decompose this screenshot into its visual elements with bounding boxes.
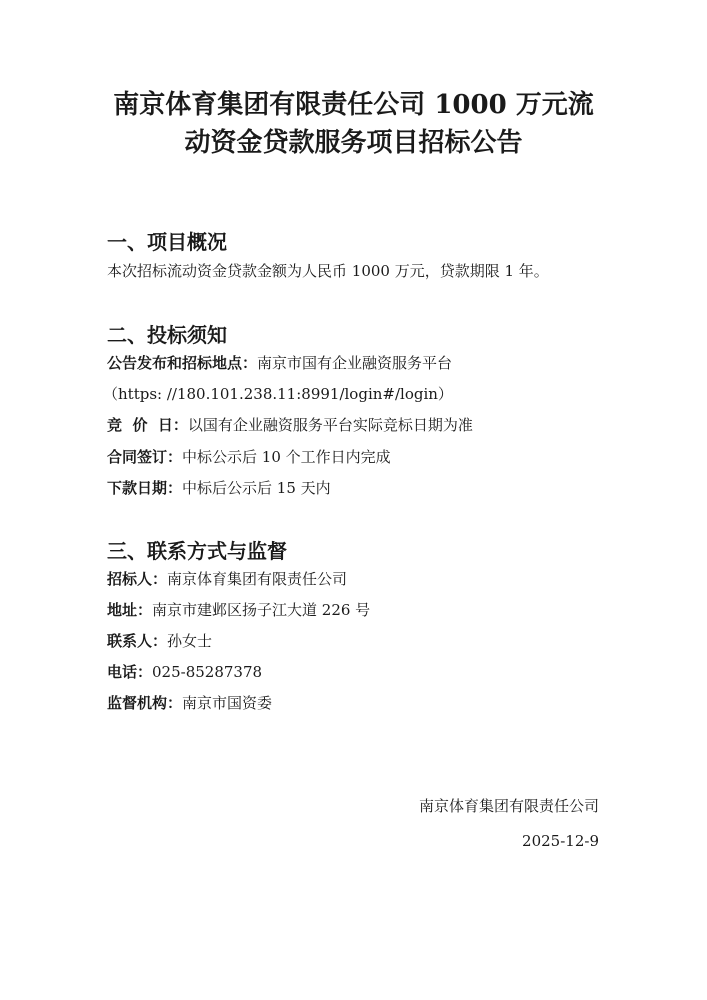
venue-line: [107, 352, 452, 374]
phone-line: [107, 661, 262, 683]
bid-day-line: [107, 414, 473, 436]
address-line: [107, 599, 370, 621]
address-value: 南京市建邺区扬子江大道 226 号: [152, 601, 371, 619]
title-line-2: 动资金贷款服务项目招标公告: [184, 128, 523, 158]
loan-date-value: 中标后公示后 15 天内: [182, 479, 331, 497]
loan-date-line: [107, 477, 331, 499]
venue-url: （https: //180.101.238.11:8991/login#/login）: [103, 385, 453, 403]
bid-day-label: 竞 价 日：: [107, 416, 188, 434]
tenderer-line: [107, 568, 347, 590]
section-heading-bidding-notice: 二、投标须知: [107, 323, 227, 347]
tenderer-value: 南京体育集团有限责任公司: [167, 570, 348, 588]
contract-line: [107, 446, 391, 468]
section-heading-contact: 三、联系方式与监督: [107, 539, 287, 563]
contract-label: 合同签订：: [107, 448, 183, 466]
venue-value: 南京市国有企业融资服务平台: [257, 354, 453, 372]
bid-day-value: 以国有企业融资服务平台实际竞标日期为准: [187, 416, 473, 434]
phone-label: 电话：: [107, 663, 153, 681]
signature-date: 2025-12-9: [522, 832, 599, 850]
loan-date-label: 下款日期：: [107, 479, 183, 497]
tenderer-label: 招标人：: [107, 570, 168, 588]
supervisor-line: [107, 692, 272, 714]
contact-label: 联系人：: [107, 632, 168, 650]
contract-value: 中标公示后 10 个工作日内完成: [182, 448, 391, 466]
overview-paragraph: 本次招标流动资金贷款金额为人民币 1000 万元，贷款期限 1 年。: [107, 262, 549, 280]
venue-label: 公告发布和招标地点：: [107, 354, 258, 372]
contact-line: [107, 630, 212, 652]
section-heading-overview: 一、项目概况: [107, 230, 227, 254]
signature-organization: 南京体育集团有限责任公司: [418, 797, 599, 815]
supervisor-value: 南京市国资委: [182, 694, 273, 712]
title-line-1: 南京体育集团有限责任公司 1000 万元流: [113, 90, 594, 120]
phone-value: 025-85287378: [152, 663, 263, 681]
document-title: [60, 86, 647, 162]
contact-value: 孙女士: [167, 632, 213, 650]
supervisor-label: 监督机构：: [107, 694, 183, 712]
address-label: 地址：: [107, 601, 153, 619]
